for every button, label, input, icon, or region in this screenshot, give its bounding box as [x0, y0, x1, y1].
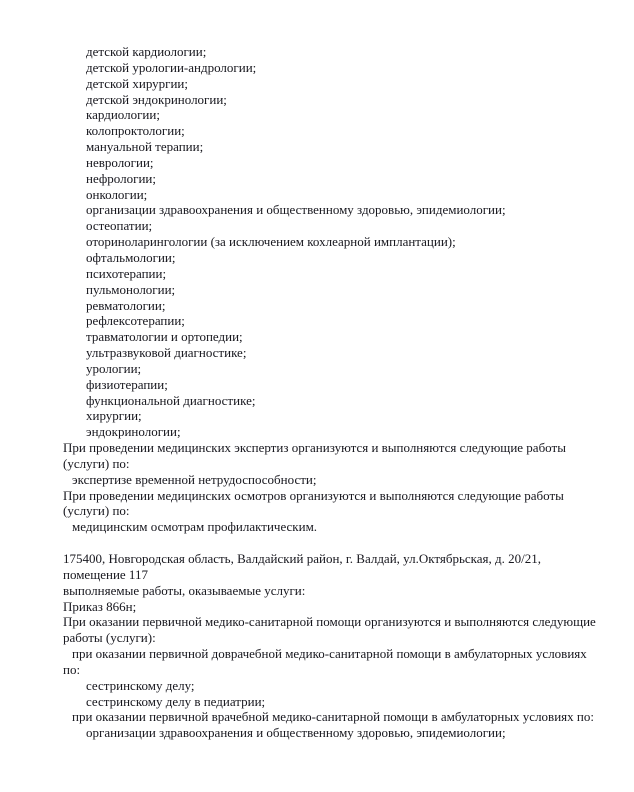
document-line: оториноларингологии (за исключением кохлеарной имплантации); — [86, 234, 456, 250]
document-line: онкологии; — [86, 186, 148, 202]
document-line: При проведении медицинских экспертиз организуются и выполняются следующие работы — [63, 440, 566, 456]
document-line: эндокринологии; — [86, 424, 181, 440]
document-line: пульмонологии; — [86, 281, 176, 297]
document-line: медицинским осмотрам профилактическим. — [72, 519, 318, 535]
document-line: при оказании первичной доврачебной медико-санитарной помощи в амбулаторных условиях — [72, 646, 587, 662]
document-line: ультразвуковой диагностике; — [86, 345, 247, 361]
document-line: нефрологии; — [86, 170, 156, 186]
document-line: рефлексотерапии; — [86, 313, 185, 329]
document-line: мануальной терапии; — [86, 139, 204, 155]
document-line: ревматологии; — [86, 297, 166, 313]
document-text-block — [63, 44, 614, 741]
document-line: 175400, Новгородская область, Валдайский район, г. Валдай, ул.Октябрьская, д. 20/21, — [63, 550, 542, 566]
document-line: сестринскому делу в педиатрии; — [86, 693, 266, 709]
document-line: организации здравоохранения и общественному здоровью, эпидемиологии; — [86, 202, 506, 218]
document-line: детской эндокринологии; — [86, 91, 227, 107]
document-line: травматологии и ортопедии; — [86, 329, 243, 345]
document-line: (услуги) по: — [63, 503, 130, 519]
document-line: экспертизе временной нетрудоспособности; — [72, 471, 317, 487]
document-line: выполняемые работы, оказываемые услуги: — [63, 582, 306, 598]
document-line: сестринскому делу; — [86, 677, 195, 693]
document-line: помещение 117 — [63, 566, 148, 582]
document-line: При проведении медицинских осмотров организуются и выполняются следующие работы — [63, 487, 564, 503]
document-line: детской хирургии; — [86, 75, 189, 91]
document-line: физиотерапии; — [86, 376, 168, 392]
document-line: Приказ 866н; — [63, 598, 137, 614]
document-line: (услуги) по: — [63, 455, 130, 471]
document-line: работы (услуги): — [63, 630, 156, 646]
document-line: колопроктологии; — [86, 123, 185, 139]
document-line: детской урологии-андрологии; — [86, 59, 257, 75]
document-line: офтальмологии; — [86, 249, 176, 265]
document-line: организации здравоохранения и общественному здоровью, эпидемиологии; — [86, 725, 506, 741]
document-line: детской кардиологии; — [86, 44, 207, 59]
document-line: кардиологии; — [86, 107, 160, 123]
document-line: психотерапии; — [86, 265, 167, 281]
document-line: при оказании первичной врачебной медико-санитарной помощи в амбулаторных условиях по: — [72, 709, 594, 725]
document-line: хирургии; — [86, 408, 142, 424]
document-line: функциональной диагностике; — [86, 392, 256, 408]
document-line: неврологии; — [86, 154, 154, 170]
document-line: остеопатии; — [86, 218, 153, 234]
document-blank-line — [63, 535, 614, 551]
document-line: При оказании первичной медико-санитарной помощи организуются и выполняются следующие — [63, 614, 596, 630]
document-line: по: — [63, 661, 81, 677]
document-line: урологии; — [86, 360, 142, 376]
